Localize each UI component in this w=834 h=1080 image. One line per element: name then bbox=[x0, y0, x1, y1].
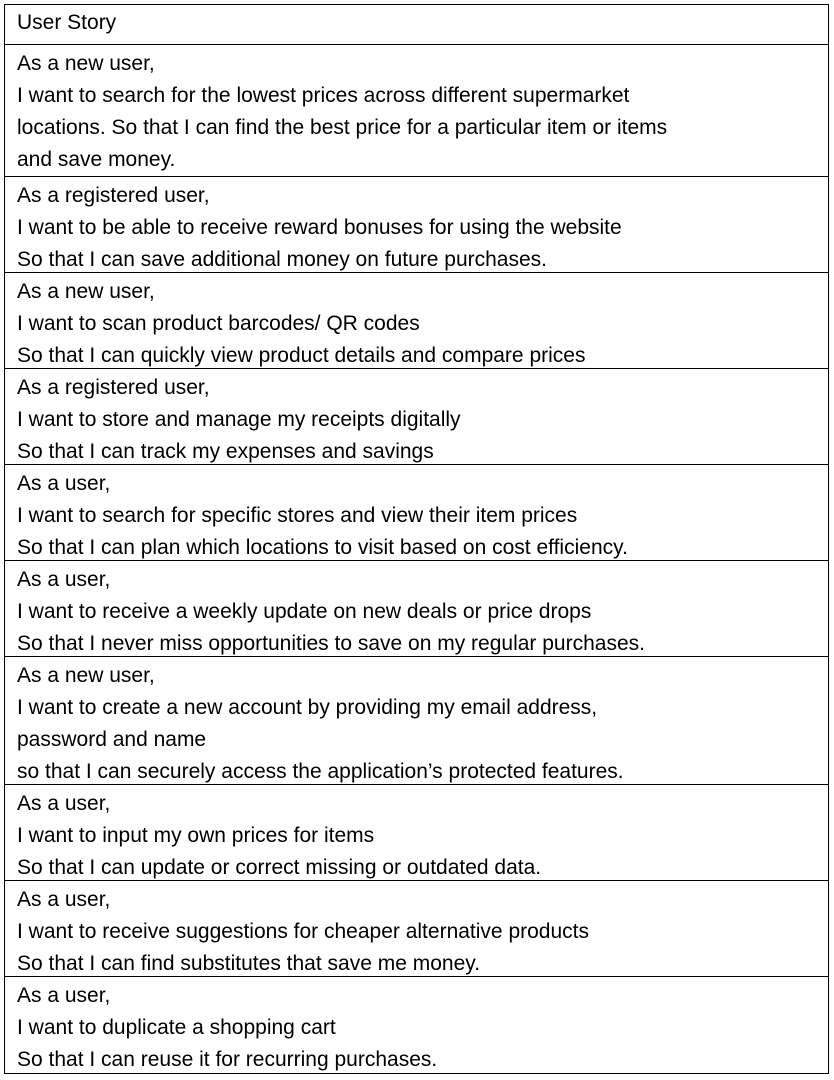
table-row bbox=[5, 561, 828, 657]
story-line: So that I can update or correct missing or outdated data. bbox=[17, 856, 542, 879]
story-line: I want to be able to receive reward bonuses for using the website bbox=[17, 216, 622, 239]
story-line: So that I can track my expenses and savings bbox=[17, 440, 434, 463]
story-line: So that I never miss opportunities to save on my regular purchases. bbox=[17, 632, 645, 655]
story-role: As a user, bbox=[17, 888, 111, 911]
story-role: As a user, bbox=[17, 792, 111, 815]
story-role: As a new user, bbox=[17, 52, 155, 75]
story-line: So that I can reuse it for recurring purchases. bbox=[17, 1048, 438, 1071]
story-line: So that I can plan which locations to visit based on cost efficiency. bbox=[17, 536, 628, 559]
table-row bbox=[5, 369, 828, 465]
story-line: locations. So that I can find the best price for a particular item or items bbox=[17, 116, 668, 139]
story-role: As a new user, bbox=[17, 664, 155, 687]
story-role: As a registered user, bbox=[17, 376, 210, 399]
table-row bbox=[5, 273, 828, 369]
table-row bbox=[5, 657, 828, 785]
story-line: I want to receive suggestions for cheaper alternative products bbox=[17, 920, 589, 943]
table-row bbox=[5, 465, 828, 561]
story-line: I want to search for specific stores and view their item prices bbox=[17, 504, 578, 527]
table-row bbox=[5, 177, 828, 273]
story-line: I want to search for the lowest prices across different supermarket bbox=[17, 84, 630, 107]
table-row bbox=[5, 45, 828, 177]
story-line: I want to store and manage my receipts digitally bbox=[17, 408, 461, 431]
story-line: and save money. bbox=[17, 148, 176, 171]
story-line: I want to receive a weekly update on new deals or price drops bbox=[17, 600, 592, 623]
user-story-table bbox=[4, 4, 829, 1074]
table-row bbox=[5, 881, 828, 977]
story-role: As a user, bbox=[17, 984, 111, 1007]
story-role: As a new user, bbox=[17, 280, 155, 303]
story-line: password and name bbox=[17, 728, 207, 751]
table-header bbox=[5, 5, 828, 45]
story-line: I want to scan product barcodes/ QR codes bbox=[17, 312, 420, 335]
story-role: As a user, bbox=[17, 568, 111, 591]
table-row bbox=[5, 977, 828, 1073]
story-line: I want to input my own prices for items bbox=[17, 824, 375, 847]
story-line: So that I can save additional money on future purchases. bbox=[17, 248, 547, 271]
story-role: As a user, bbox=[17, 472, 111, 495]
story-line: So that I can find substitutes that save me money. bbox=[17, 952, 481, 975]
story-line: So that I can quickly view product details and compare prices bbox=[17, 344, 586, 367]
story-role: As a registered user, bbox=[17, 184, 210, 207]
table-row bbox=[5, 785, 828, 881]
story-line: I want to duplicate a shopping cart bbox=[17, 1016, 336, 1039]
story-line: so that I can securely access the application’s protected features. bbox=[17, 760, 624, 783]
story-line: I want to create a new account by providing my email address, bbox=[17, 696, 598, 719]
header-label: User Story bbox=[17, 11, 117, 34]
